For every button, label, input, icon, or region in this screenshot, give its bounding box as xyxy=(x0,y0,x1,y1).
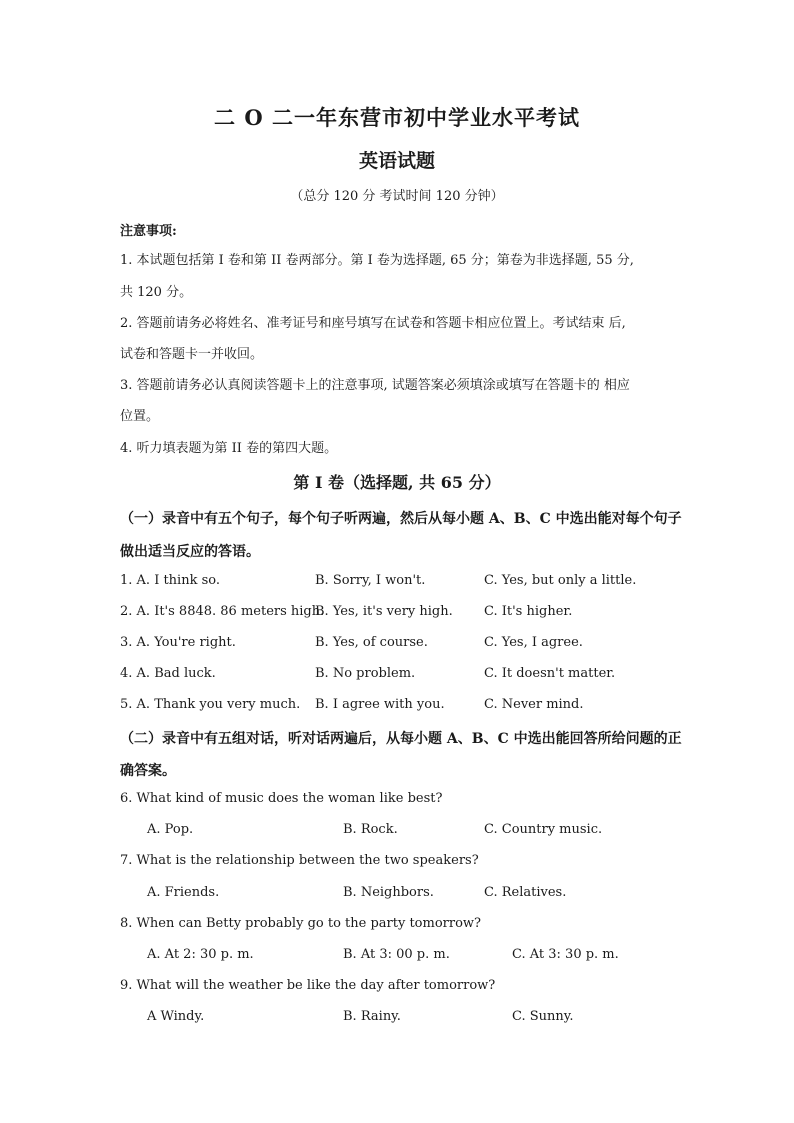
option-a: A. Pop. xyxy=(147,822,194,837)
option-a: 2. A. It's 8848. 86 meters high. xyxy=(120,604,325,619)
option-b: B. Rainy. xyxy=(343,1009,401,1024)
exam-title: 二 O 二一年东营市初中学业水平考试 xyxy=(214,105,580,130)
part1-instruction: （一）录音中有五个句子，每个句子听两遍，然后从每小题 A、B、C 中选出能对每个句子 xyxy=(120,511,682,527)
notice-line: 2. 答题前请务必将姓名、准考证号和座号填写在试卷和答题卡相应位置上。考试结束 后, xyxy=(120,316,626,331)
option-a: 5. A. Thank you very much. xyxy=(120,697,301,712)
option-b: B. Sorry, I won't. xyxy=(315,573,426,588)
option-a: A Windy. xyxy=(147,1009,205,1024)
notice-line: 共 120 分。 xyxy=(120,285,193,300)
exam-subject: 英语试题 xyxy=(358,150,435,172)
option-c: C. Yes, I agree. xyxy=(484,635,583,650)
option-b: B. Yes, of course. xyxy=(315,635,428,650)
notice-line: 试卷和答题卡一并收回。 xyxy=(120,347,264,362)
option-c: C. Yes, but only a little. xyxy=(484,573,637,588)
option-b: B. At 3: 00 p. m. xyxy=(343,947,450,962)
part1-instruction: 做出适当反应的答语。 xyxy=(120,544,260,560)
question-text: 7. What is the relationship between the two speakers? xyxy=(120,853,479,868)
notice-heading: 注意事项: xyxy=(120,224,177,239)
option-a: A. At 2: 30 p. m. xyxy=(147,947,254,962)
exam-meta: （总分 120 分 考试时间 120 分钟） xyxy=(290,189,504,204)
question-text: 8. When can Betty probably go to the party tomorrow? xyxy=(120,916,481,931)
option-a: 3. A. You're right. xyxy=(120,635,236,650)
option-b: B. I agree with you. xyxy=(315,697,445,712)
part2-instruction: 确答案。 xyxy=(120,763,176,779)
option-c: C. Country music. xyxy=(484,822,603,837)
section-heading: 第 I 卷（选择题, 共 65 分） xyxy=(293,473,501,492)
option-b: B. Neighbors. xyxy=(343,885,434,900)
option-b: B. Yes, it's very high. xyxy=(315,604,453,619)
option-b: B. Rock. xyxy=(343,822,398,837)
option-c: C. It's higher. xyxy=(484,604,573,619)
option-a: 4. A. Bad luck. xyxy=(120,666,216,681)
option-c: C. Sunny. xyxy=(512,1009,574,1024)
option-a: A. Friends. xyxy=(147,885,220,900)
option-c: C. Relatives. xyxy=(484,885,567,900)
question-text: 9. What will the weather be like the day after tomorrow? xyxy=(120,978,496,993)
notice-line: 位置。 xyxy=(120,409,160,424)
question-text: 6. What kind of music does the woman like best? xyxy=(120,791,443,806)
option-a: 1. A. I think so. xyxy=(120,573,220,588)
option-c: C. At 3: 30 p. m. xyxy=(512,947,619,962)
notice-line: 3. 答题前请务必认真阅读答题卡上的注意事项, 试题答案必须填涂或填写在答题卡的 相应 xyxy=(120,378,630,393)
notice-line: 1. 本试题包括第 I 卷和第 II 卷两部分。第 I 卷为选择题, 65 分；第卷为非选择题, 55 分, xyxy=(120,253,634,268)
option-c: C. Never mind. xyxy=(484,697,584,712)
part2-instruction: （二）录音中有五组对话，听对话两遍后，从每小题 A、B、C 中选出能回答所给问题的正 xyxy=(120,731,682,747)
notice-line: 4. 听力填表题为第 II 卷的第四大题。 xyxy=(120,441,338,456)
option-b: B. No problem. xyxy=(315,666,416,681)
option-c: C. It doesn't matter. xyxy=(484,666,616,681)
